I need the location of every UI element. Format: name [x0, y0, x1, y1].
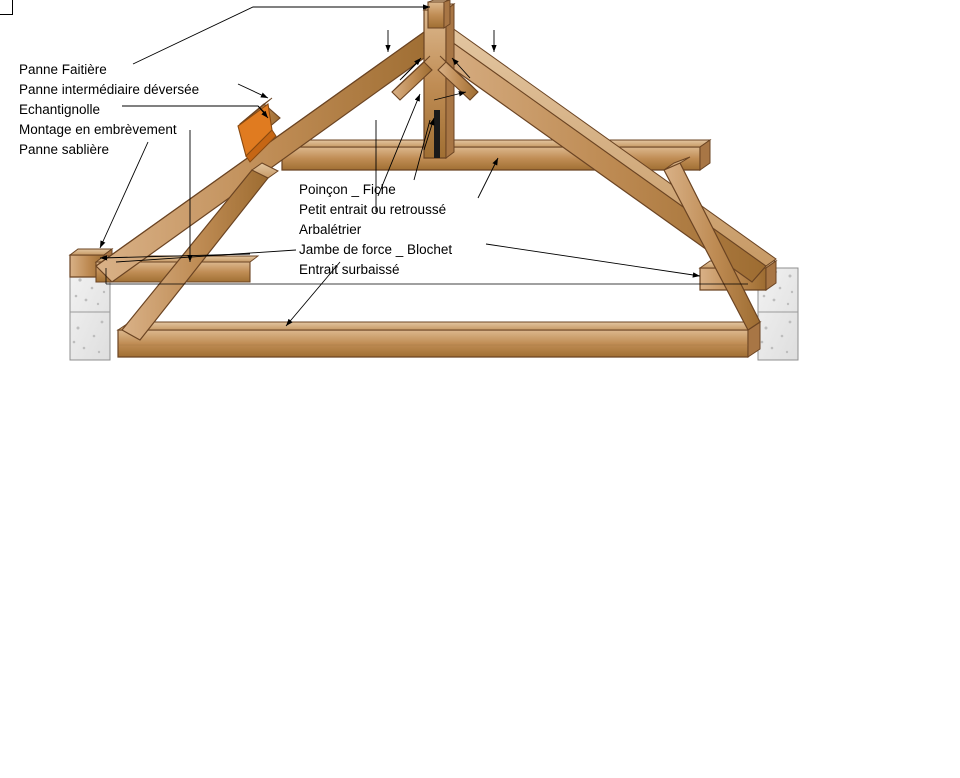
panne-faitiere	[428, 0, 450, 28]
label-petit-entrait-retrousse: Petit entrait ou retroussé	[299, 202, 447, 217]
label-poincon-fiche: Poinçon _ Fiche	[299, 182, 396, 197]
entrait-surbaisse-beam	[118, 322, 760, 357]
labels-center-group	[299, 180, 452, 280]
label-jambe-de-force-blochet: Jambe de force _ Blochet	[299, 242, 453, 257]
label-echantignolle: Echantignolle	[19, 102, 101, 117]
label-panne-sabliere: Panne sablière	[19, 142, 110, 157]
label-panne-faitiere: Panne Faitière	[19, 62, 107, 77]
labels-left-group	[19, 60, 199, 160]
label-panne-intermediaire-deversee: Panne intermédiaire déversée	[19, 82, 200, 97]
label-entrait-surbaisse: Entrait surbaissé	[299, 262, 400, 277]
label-montage-en-embrevement: Montage en embrèvement	[19, 122, 177, 137]
label-arbaletrier: Arbalétrier	[299, 222, 362, 237]
